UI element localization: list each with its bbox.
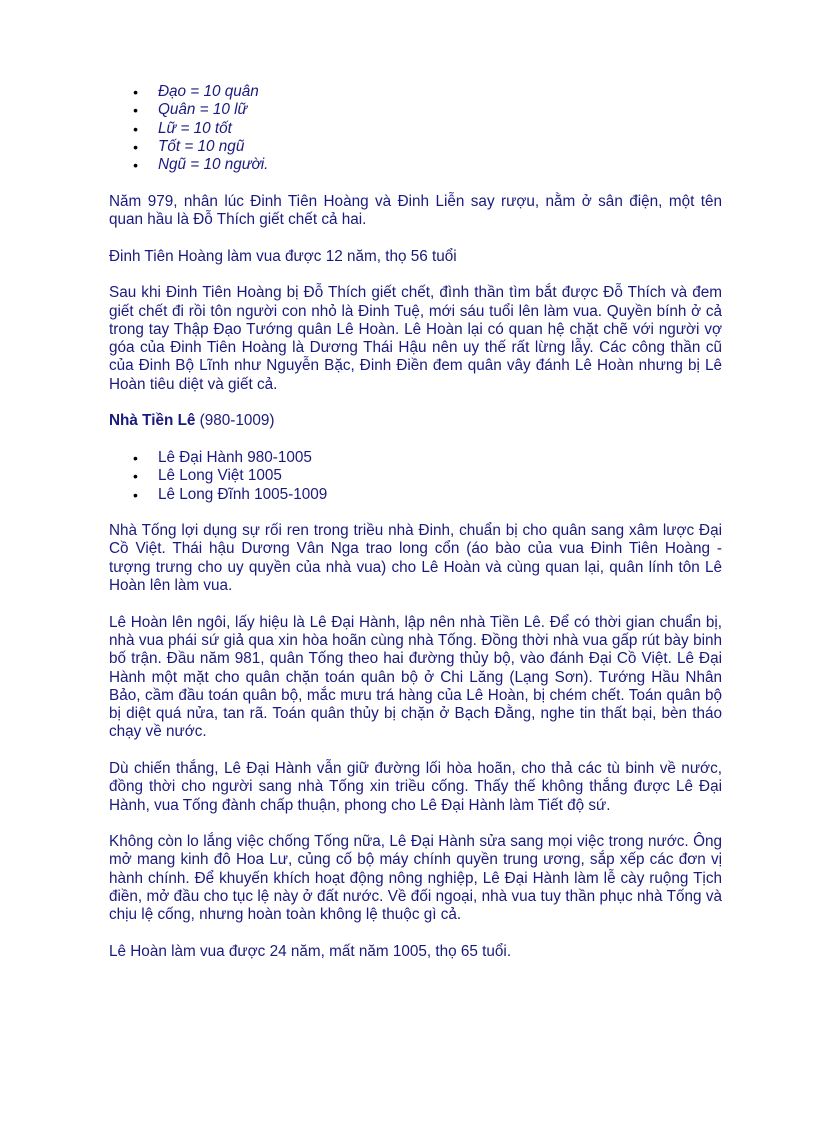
paragraph: Dù chiến thắng, Lê Đại Hành vẫn giữ đường lối hòa hoãn, cho thả các tù binh về nước, đồng thời cho người sang nhà Tống xin triều cống. Thấy thế không thắng được Lê Đại Hành, vua Tống đành chấp thuận, phong cho Lê Đại Hành làm Tiết độ sứ. <box>109 759 722 814</box>
paragraph: Nhà Tống lợi dụng sự rối ren trong triều nhà Đinh, chuẩn bị cho quân sang xâm lược Đại Cồ Việt. Thái hậu Dương Vân Nga trao long cổn (áo bào của vua Đinh Tiên Hoàng - tượng trưng cho uy quyền của nhà vua) cho Lê Hoàn và cùng quan lại, quân lính tôn Lê Hoàn lên làm vua. <box>109 522 722 595</box>
list-item: • Quân = 10 lữ <box>109 101 722 119</box>
paragraph: Lê Hoàn lên ngôi, lấy hiệu là Lê Đại Hành, lập nên nhà Tiền Lê. Để có thời gian chuẩn bị, nhà vua phái sứ giả qua xin hòa hoãn cùng nhà Tống. Đồng thời nhà vua gấp rút bày binh bố trận. Đầu năm 981, quân Tống theo hai đường thủy bộ, vào đánh Đại Cồ Việt. Lê Đại Hành một mặt cho quân chặn toán quân bộ ở Chi Lăng (Lạng Sơn). Tướng Hầu Nhân Bảo, cầm đầu toán quân bộ, mắc mưu trá hàng của Lê Hoàn, bị chém chết. Toán quân bộ bị diệt quá nửa, tan rã. Toán quân thủy bị chặn ở Bạch Đằng, nghe tin thất bại, bèn tháo chạy về nước. <box>109 613 722 741</box>
paragraph: Sau khi Đinh Tiên Hoàng bị Đỗ Thích giết chết, đình thần tìm bắt được Đỗ Thích và đem giết chết đi rồi tôn người con nhỏ là Đinh Tuệ, mới sáu tuổi lên làm vua. Quyền bính ở cả trong tay Thập Đạo Tướng quân Lê Hoàn. Lê Hoàn lại có quan hệ chặt chẽ với người vợ góa của Đinh Tiên Hoàng là Dương Thái Hậu nên uy thế rất lừng lẫy. Các công thần cũ của Đinh Bộ Lĩnh như Nguyễn Bặc, Đinh Điền đem quân vây đánh Lê Hoàn nhưng bị Lê Hoàn tiêu diệt và giết cả. <box>109 284 722 393</box>
army-unit-list <box>109 83 722 174</box>
document-body <box>109 83 722 961</box>
section-heading <box>109 412 722 430</box>
paragraph: Không còn lo lắng việc chống Tống nữa, Lê Đại Hành sửa sang mọi việc trong nước. Ông mở mang kinh đô Hoa Lư, củng cố bộ máy chính quyền trung ương, sắp xếp các đơn vị hành chính. Để khuyến khích hoạt động nông nghiệp, Lê Đại Hành làm lễ cày ruộng Tịch điền, mở đầu cho tục lệ này ở đất nước. Về đối ngoại, nhà vua tuy thần phục nhà Tống và chịu lệ cống, nhưng hoàn toàn không lệ thuộc gì cả. <box>109 833 722 924</box>
list-item: • Lữ = 10 tốt <box>109 120 722 138</box>
dynasty-title: Nhà Tiền Lê <box>109 412 196 430</box>
list-item: • Lê Long Việt 1005 <box>109 467 722 485</box>
list-item: • Ngũ = 10 người. <box>109 156 722 174</box>
paragraph: Lê Hoàn làm vua được 24 năm, mất năm 1005, thọ 65 tuổi. <box>109 942 512 960</box>
list-item: • Lê Long Đĩnh 1005-1009 <box>109 486 722 504</box>
paragraph: Năm 979, nhân lúc Đinh Tiên Hoàng và Đinh Liễn say rượu, nằm ở sân điện, một tên quan hầu là Đỗ Thích giết chết cả hai. <box>109 192 722 229</box>
king-list <box>109 449 722 504</box>
list-item: • Tốt = 10 ngũ <box>109 138 722 156</box>
list-item: • Đạo = 10 quân <box>109 83 722 101</box>
paragraph: Đinh Tiên Hoàng làm vua được 12 năm, thọ 56 tuổi <box>109 247 457 265</box>
list-item: • Lê Đại Hành 980-1005 <box>109 449 722 467</box>
dynasty-years: (980-1009) <box>195 412 275 430</box>
